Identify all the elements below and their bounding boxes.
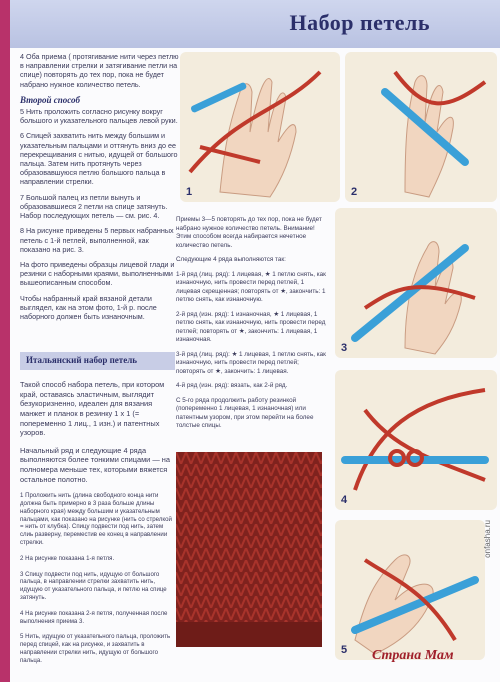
steps-list xyxy=(20,492,175,664)
paragraph: С 5-го ряда продолжить работу резинкой (попеременно 1 лицевая, 1 изнаночная) или патентным узором, при этом перейти на более толстые спицы. xyxy=(176,396,314,429)
step: 3 Спицу подвести под нить, идущую от большого пальца, в направлении стрелки захватить нить, идущую от указательного пальца, и петлю на спице затянуть. xyxy=(20,570,167,602)
knit-sample-photo xyxy=(176,452,322,647)
step: 5 Нить, идущую от указательного пальца, проложить перед спицей, как на рисунке, и захватить в направлении стрелки нить, идущую от большого пальца. xyxy=(20,633,171,664)
figure-3 xyxy=(335,208,497,358)
paragraph: Такой способ набора петель, при котором край, оставаясь эластичным, выглядит безукоризненно, идеален для вязания манжет и планок в резинку 1 х 1 (= попеременно 1 лиц., 1 изн.) и патентных узоров. xyxy=(20,380,165,438)
paragraph: На фото приведены образцы лицевой глади и резинки с наборными краями, выполненными вышеописанным способом. xyxy=(20,259,175,288)
hand-illustration-3 xyxy=(335,208,497,358)
hand-illustration-4 xyxy=(335,370,497,510)
paragraph: 4 Оба приема ( протягивание нити через петлю в направлении стрелки и затягивание петли на спице) повторять до тех пор, пока не будет набрано нужное количество петель. xyxy=(20,52,179,89)
side-watermark: onfasha.ru xyxy=(483,520,492,558)
step: 4 На рисунке показана 2-я петля, полученная после выполнения приема 3. xyxy=(20,609,168,625)
step: 2 На рисунке показана 1-я петля. xyxy=(20,554,115,562)
figure-5 xyxy=(335,520,485,660)
figure-number: 5 xyxy=(341,644,348,656)
paragraph: Начальный ряд и следующие 4 ряда выполняются более тонкими спицами — на полномера меньше тех, которыми вяжется остальное полотно. xyxy=(20,445,170,484)
hand-illustration-5 xyxy=(335,520,485,660)
header-bar xyxy=(10,0,500,48)
section-title: Итальянский набор петель xyxy=(26,355,138,365)
row-instruction: 4-й ряд (изн. ряд): вязать, как 2-й ряд. xyxy=(176,382,288,389)
left-edge-stripe xyxy=(0,0,10,682)
paragraph: 8 На рисунке приведены 5 первых набранных петель с 1-й петлей, выполненной, как показано на рис. 3. xyxy=(20,226,174,254)
paragraph: 7 Большой палец из петли вынуть и образовавшиеся 2 петли на спице затянуть. Набор последующих петель — см. рис. 4. xyxy=(20,192,168,221)
left-column xyxy=(20,52,180,327)
figure-number: 4 xyxy=(341,494,348,506)
figure-number: 2 xyxy=(351,186,358,198)
subheading: Второй способ xyxy=(20,94,81,105)
row-instruction: 3-й ряд (лиц. ряд): ★ 1 лицевая, 1 петлю снять, как изнаночную, нить провести перед петлей; повторять от ★, закончить: 1 лицевая. xyxy=(176,350,326,375)
site-watermark: Страна Мам xyxy=(372,648,454,663)
row-instruction: 1-й ряд (лиц. ряд): 1 лицевая, ★ 1 петлю снять, как изнаночную, нить провести перед петлей, 1 лицевая скрещенная; повторять от ★, закончить: 1 петлю снять, как изнаночную. xyxy=(176,270,326,303)
figure-4 xyxy=(335,370,497,510)
hand-illustration-2 xyxy=(345,52,497,202)
figure-number: 3 xyxy=(341,342,348,354)
row-instruction: 2-й ряд (изн. ряд): 1 изнаночная, ★ 1 лицевая, 1 петлю снять, как изнаночную, нить провести перед петлей; повторять от ★, закончить: 1 лицевая, 1 изнаночная. xyxy=(176,310,326,343)
figure-number: 1 xyxy=(186,186,193,198)
step: 1 Проложить нить (длина свободного конца нити должна быть примерно в 3 раза больше длины наборного края) между большим и указательным пальцами, как показано на рисунке (нить со стрелкой = нить от клубка). Спицу подвести под нить, затем слиь разверну, переместив ее конец в направлении стрелки. xyxy=(20,492,172,547)
middle-column xyxy=(176,216,328,437)
paragraph: Следующие 4 ряда выполняются так: xyxy=(176,256,286,263)
hand-illustration-1 xyxy=(180,52,340,202)
page-title: Набор петель xyxy=(289,10,430,35)
paragraph: 6 Спицей захватить нить между большим и указательным пальцами и оттянуть вниз до ее перекрещивания с нитью, идущей от большого пальца. Затем нить протянуть через образовавшуюся петлю большого пальца в направлении стрелки. xyxy=(20,131,178,187)
knit-texture xyxy=(176,452,322,647)
paragraph: 5 Нить проложить согласно рисунку вокруг большого и указательного пальцев левой руки. xyxy=(20,106,178,126)
italian-column xyxy=(20,380,175,673)
figure-1 xyxy=(180,52,340,202)
paragraph: Чтобы набранный край вязаной детали выглядел, как на этом фото, 1-й р. после наборного должен быть изнаночным. xyxy=(20,293,157,322)
figure-2 xyxy=(345,52,497,202)
paragraph: Приемы 3—5 повторять до тех пор, пока не будет набрано нужное количество петель. Внимание! Этим способом всегда набирается нечетное количество петель. xyxy=(176,216,322,249)
